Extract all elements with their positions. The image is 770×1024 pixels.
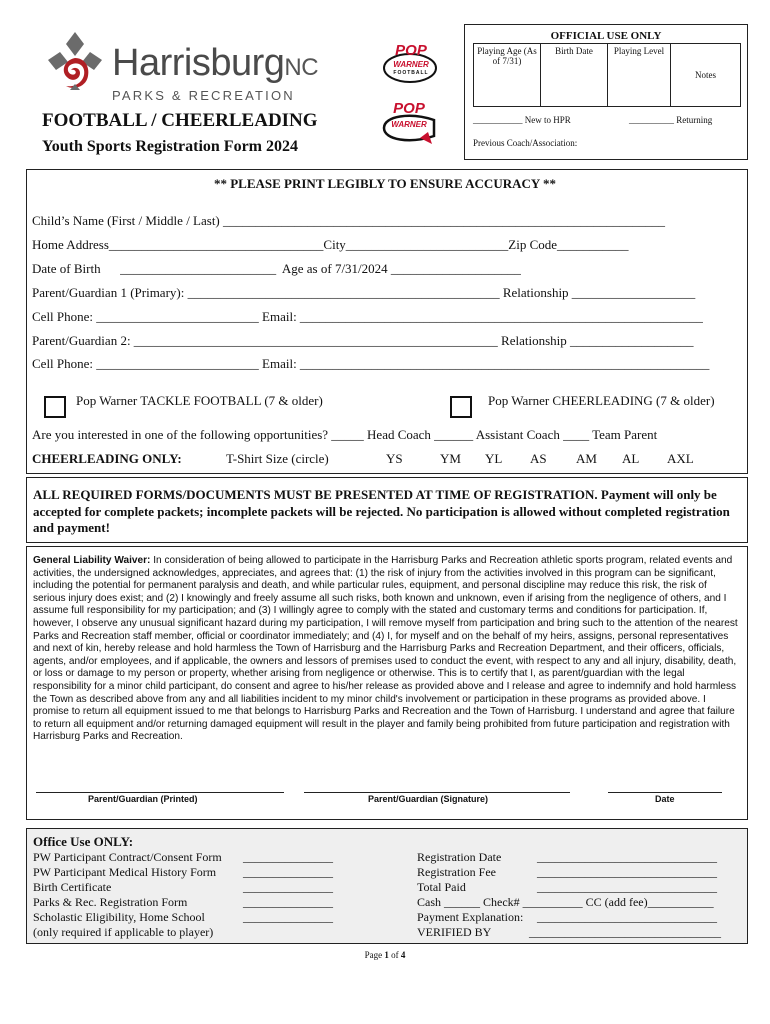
office-right-blank[interactable]: ________________________________ [529,925,721,939]
liability-waiver-text [33,555,739,744]
size-option[interactable]: AM [576,451,597,466]
signature-line[interactable] [304,792,570,793]
pop-warner-football-logo: POP WARNER FOOTBALL [382,40,438,88]
guardian2-field[interactable]: Parent/Guardian 2: ________________________________________________________ Relationship ___________________ [32,333,694,348]
office-use-box [26,828,748,944]
page-indicator: Page 1 of 4 [364,950,406,960]
waiver-body: In consideration of being allowed to participate in the Harrisburg Parks and Recreation athletic sports program, related events and activities, the undersigned acknowledges, appreciates, and agrees that: (1) the risk of injury from the activities involved in this program can be significant, including the potential for permanent paralysis and death, and while particular rules, equipment, and personal discipline may reduce this risk, the risk of serious injury does exist; and (2) I knowingly and freely assume all such risks, both known and unknown, even if arising from the negligence of others, and I assume full responsibility for my participation; and (3) I willingly agree to comply with the stated and customary terms and conditions for participation. If, however, I observe any unusual significant hazard during my participation, I will remove myself from participation and bring such to the attention of the nearest Parks and Recreation staff member, official or coordinator immediately; and (4) I, for myself and on the behalf of my heirs, assigns, personal representatives and next of kin, hereby release and hold harmless the Town of Harrisburg and the Harrisburg Parks and Recreation Department, and their officers, officials, agents, and/or employees, and if applicable, the owners and lessors of premises used to conduct the event, with respect to any and all injury, disability, death, or loss or damage to my person or property, whether arising from negligence or otherwise. This is to certify that I, as parent/guardian with the legal responsibility for a minor child participant, do consent and agree to his/her release as provided above and I release and agree to indemnify and hold harmless the Town as described above from any and all liabilities incident to my minor child's involvement or participation in these programs as provided above. I promise to return all equipment issued to me that belongs to Harrisburg Parks and Recreation and the Town of Harrisburg. I understand and agree that failure to return all equipment and/or returning damaged equipment will result in the player and family being prohibited from future participation and registration with Harrisburg Parks and Recreation. [33,555,738,743]
previous-coach-label: Previous Coach/Association: [473,138,578,148]
size-option[interactable]: AXL [667,451,694,466]
col-birth-date: Birth Date [541,44,608,107]
sig-signature-label: Parent/Guardian (Signature) [368,794,489,804]
size-option[interactable]: YM [440,451,461,466]
returning-field[interactable]: __________ Returning [629,115,713,125]
office-right-blank[interactable]: ______________________________ [537,880,717,894]
office-left-item: PW Participant Contract/Consent Form [33,850,222,864]
waiver-label: General Liability Waiver: [33,555,151,566]
liability-waiver-box [26,546,748,820]
date-of-birth-field[interactable]: Date of Birth ________________________ Age as of 7/31/2024 ____________________ [32,261,521,276]
cell-phone2-field[interactable]: Cell Phone: _________________________ Email: _______________________________________________________________ [32,356,710,371]
col-playing-level: Playing Level [608,44,671,107]
opportunities-field[interactable]: Are you interested in one of the following opportunities? _____ Head Coach ______ Assistant Coach ____ Team Parent [32,427,658,442]
header-branding [26,24,456,160]
office-blank-line[interactable]: _______________ [243,850,333,864]
football-checkbox[interactable] [44,396,66,418]
new-to-hpr-field[interactable]: ___________ New to HPR [473,115,571,125]
home-address-field[interactable]: Home Address_________________________________City_________________________Zip Code___________ [32,237,629,252]
date-line[interactable] [608,792,722,793]
form-subtitle: Youth Sports Registration Form 2024 [42,138,298,155]
office-right-item: VERIFIED BY [417,925,492,939]
size-option[interactable]: AS [530,451,547,466]
office-left-item: Birth Certificate [33,880,112,894]
office-right-blank[interactable]: ______________________________ [537,865,717,879]
official-use-title: OFFICIAL USE ONLY [550,30,662,42]
harrisburg-logo-icon [42,30,108,92]
office-left-item: Scholastic Eligibility, Home School [33,910,205,924]
logo-subtitle: PARKS & RECREATION [112,88,295,103]
child-name-field[interactable]: Child’s Name (First / Middle / Last) ____________________________________________________________________ [32,213,666,228]
tshirt-size-label: T-Shirt Size (circle) [226,451,329,466]
col-playing-age: Playing Age (As of 7/31) [474,44,541,107]
official-use-box [464,24,748,160]
office-blank-line[interactable]: _______________ [243,880,333,894]
payment-method-field[interactable]: Cash ______ Check# __________ CC (add fee)___________ [417,895,714,909]
size-option[interactable]: YS [386,451,403,466]
office-right-item: Registration Fee [417,865,496,879]
pop-warner-cheer-logo: POP WARNER [380,98,440,152]
office-left-item: (only required if applicable to player) [33,925,214,939]
sig-date-label: Date [655,794,675,804]
sig-printed-label: Parent/Guardian (Printed) [88,794,198,804]
printed-name-line[interactable] [36,792,284,793]
form-title: FOOTBALL / CHEERLEADING [42,110,318,131]
size-option[interactable]: YL [485,451,503,466]
cheerleading-checkbox[interactable] [450,396,472,418]
office-right-blank[interactable]: ______________________________ [537,910,717,924]
office-left-item: Parks & Rec. Registration Form [33,895,188,909]
office-right-item: Payment Explanation: [417,910,524,924]
print-legibly-heading: ** PLEASE PRINT LEGIBLY TO ENSURE ACCURACY ** [213,176,557,191]
col-notes: Notes [671,44,741,107]
office-right-item: Total Paid [417,880,466,894]
office-use-heading: Office Use ONLY: [33,834,134,849]
size-option[interactable]: AL [622,451,640,466]
cheerleading-only-label: CHEERLEADING ONLY: [32,451,182,466]
office-right-blank[interactable]: ______________________________ [537,850,717,864]
office-right-item: Registration Date [417,850,502,864]
office-blank-line[interactable]: _______________ [243,865,333,879]
logo-wordmark: HarrisburgNC [112,42,319,84]
guardian1-field[interactable]: Parent/Guardian 1 (Primary): ________________________________________________ Relationship ___________________ [32,285,696,300]
office-blank-line[interactable]: _______________ [243,910,333,924]
required-documents-notice: ALL REQUIRED FORMS/DOCUMENTS MUST BE PRESENTED AT TIME OF REGISTRATION. Payment will only be accepted for complete packets; incomplete packets will be rejected. No participation is allowed without completed registration and payment! [26,477,748,543]
cheerleading-option-label: Pop Warner CHEERLEADING (7 & older) [488,393,715,408]
office-left-item: PW Participant Medical History Form [33,865,217,879]
official-use-table [473,43,741,107]
football-option-label: Pop Warner TACKLE FOOTBALL (7 & older) [76,393,323,408]
office-blank-line[interactable]: _______________ [243,895,333,909]
cell-phone1-field[interactable]: Cell Phone: _________________________ Email: ______________________________________________________________ [32,309,703,324]
